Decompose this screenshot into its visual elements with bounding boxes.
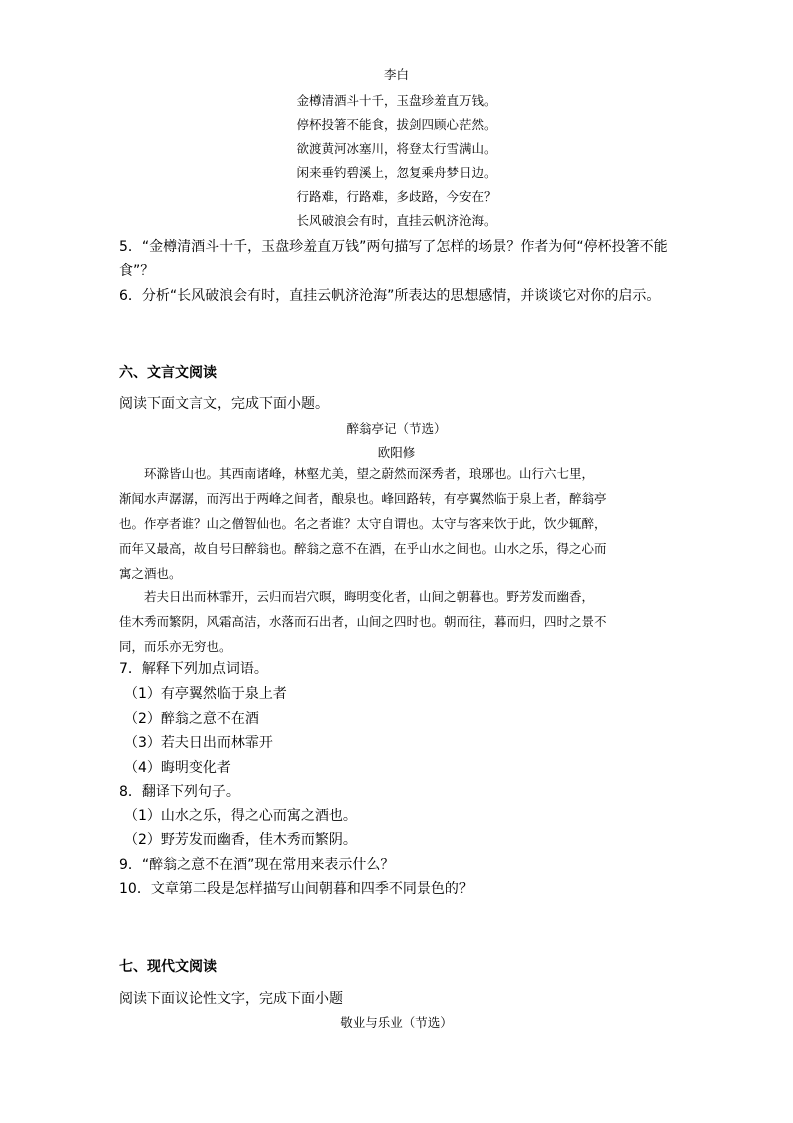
question-7: 7．解释下列加点词语。 <box>119 661 268 677</box>
poem-line: 长风破浪会有时，直挂云帆济沧海。 <box>296 213 497 228</box>
poem-line: 金樽清酒斗十千，玉盘珍羞直万钱。 <box>296 93 497 108</box>
poem-line: 行路难，行路难，多歧路，今安在？ <box>296 189 497 204</box>
poem-author: 李白 <box>383 67 409 82</box>
paragraph-line: 环滁皆山也。其西南诸峰，林壑尤美，望之蔚然而深秀者，琅琊也。山行六七里， <box>119 466 595 481</box>
question-10: 10．文章第二段是怎样描写山间朝暮和四季不同景色的？ <box>119 881 473 897</box>
paragraph-line: 而年又最高，故自号曰醉翁也。醉翁之意不在酒，在乎山水之间也。山水之乐，得之心而 <box>119 541 607 556</box>
question-8-item: （2）野芳发而幽香，佳木秀而繁阴。 <box>124 832 357 848</box>
classical-text-author: 欧阳修 <box>377 445 416 460</box>
question-9: 9．“醉翁之意不在酒”现在常用来表示什么？ <box>119 857 395 873</box>
question-5-line-2: 食”？ <box>119 263 155 279</box>
classical-paragraph-1 <box>119 461 675 586</box>
paragraph-line: 也。作亭者谁？山之僧智仙也。名之者谁？太守自谓也。太守与客来饮于此，饮少辄醉， <box>119 516 607 531</box>
question-7-item: （1）有亭翼然临于泉上者 <box>124 686 287 702</box>
paragraph-line: 若夫日出而林霏开，云归而岩穴暝，晦明变化者，山间之朝暮也。野芳发而幽香， <box>119 589 595 604</box>
modern-text-title: 敬业与乐业（节选） <box>340 1015 453 1030</box>
poem-line: 欲渡黄河冰塞川，将登太行雪满山。 <box>296 141 497 156</box>
paragraph-line: 寓之酒也。 <box>119 566 182 581</box>
question-7-item: （4）晦明变化者 <box>124 760 231 776</box>
section-6-instruction: 阅读下面文言文，完成下面小题。 <box>119 396 329 412</box>
question-8: 8．翻译下列句子。 <box>119 784 240 800</box>
question-7-item: （3）若夫日出而林霏开 <box>124 735 273 751</box>
poem-line: 停杯投箸不能食，拔剑四顾心茫然。 <box>296 117 497 132</box>
question-5-line-1: 5．“金樽清酒斗十千，玉盘珍羞直万钱”两句描写了怎样的场景？作者为何“停杯投箸不能 <box>119 239 668 255</box>
question-6: 6．分析“长风破浪会有时，直挂云帆济沧海”所表达的思想感情，并谈谈它对你的启示。 <box>119 288 661 304</box>
paragraph-line: 佳木秀而繁阴，风霜高洁，水落而石出者，山间之四时也。朝而往，暮而归，四时之景不 <box>119 614 607 629</box>
poem-line: 闲来垂钓碧溪上，忽复乘舟梦日边。 <box>296 165 497 180</box>
section-7-heading: 七、现代文阅读 <box>119 959 217 975</box>
paragraph-line: 同，而乐亦无穷也。 <box>119 639 232 654</box>
question-7-item: （2）醉翁之意不在酒 <box>124 711 259 727</box>
section-7-instruction: 阅读下面议论性文字，完成下面小题 <box>119 991 343 1007</box>
question-8-item: （1）山水之乐，得之心而寓之酒也。 <box>124 808 357 824</box>
classical-paragraph-2 <box>119 584 675 659</box>
section-6-heading: 六、文言文阅读 <box>119 365 217 381</box>
paragraph-line: 渐闻水声潺潺，而泻出于两峰之间者，酿泉也。峰回路转，有亭翼然临于泉上者，醉翁亭 <box>119 491 607 506</box>
classical-text-title: 醉翁亭记（节选） <box>346 421 447 436</box>
